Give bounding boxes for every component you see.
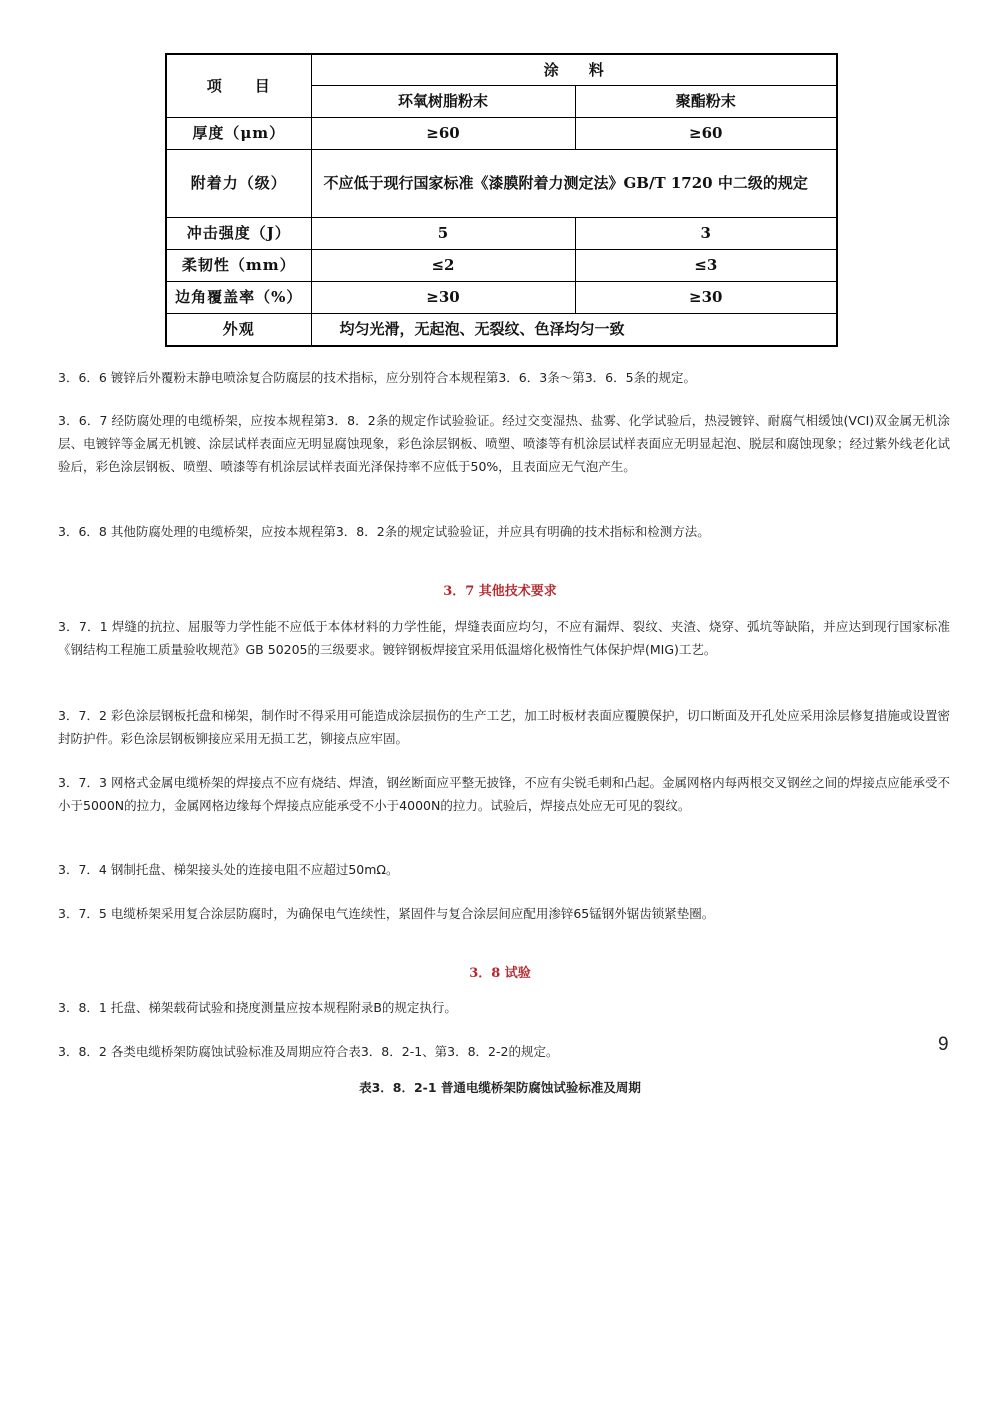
row-label: 厚度（μm） xyxy=(166,117,311,149)
row-label: 附着力（级） xyxy=(166,149,311,217)
section-heading-3-7: 3．7 其他技术要求 xyxy=(443,584,557,599)
epoxy-value: ≤2 xyxy=(311,249,575,281)
polyester-value: 3 xyxy=(575,217,837,249)
header-item-cell: 项 目 xyxy=(166,54,311,117)
clause-3-7-5: 3．7．5 电缆桥架采用复合涂层防腐时，为确保电气连续性，紧固件与复合涂层间应配用渗锌65锰钢外锯齿锁紧垫圈。 xyxy=(58,906,715,921)
row-label: 柔韧性（mm） xyxy=(166,249,311,281)
row-label: 外观 xyxy=(166,313,311,346)
epoxy-value: 5 xyxy=(311,217,575,249)
coating-spec-table xyxy=(165,53,838,347)
section-heading-3-8: 3．8 试验 xyxy=(469,966,531,981)
epoxy-value: ≥60 xyxy=(311,117,575,149)
merged-value: 均匀光滑，无起泡、无裂纹、色泽均匀一致 xyxy=(311,313,837,346)
epoxy-value: ≥30 xyxy=(311,281,575,313)
clause-3-6-6: 3．6．6 镀锌后外覆粉末静电喷涂复合防腐层的技术指标，应分别符合本规程第3．6．3条～第3．6．5条的规定。 xyxy=(58,370,697,385)
clause-3-6-8: 3．6．8 其他防腐处理的电缆桥架，应按本规程第3．8．2条的规定试验验证，并应具有明确的技术指标和检测方法。 xyxy=(58,524,710,539)
polyester-value: ≤3 xyxy=(575,249,837,281)
clause-3-8-1: 3．8．1 托盘、梯架载荷试验和挠度测量应按本规程附录B的规定执行。 xyxy=(58,1000,457,1015)
row-label: 冲击强度（J） xyxy=(166,217,311,249)
header-coating-cell: 涂 料 xyxy=(311,54,837,85)
polyester-value: ≥30 xyxy=(575,281,837,313)
clause-3-7-4: 3．7．4 钢制托盘、梯架接头处的连接电阻不应超过50mΩ。 xyxy=(58,862,399,877)
polyester-value: ≥60 xyxy=(575,117,837,149)
clause-3-6-7: 3．6．7 经防腐处理的电缆桥架，应按本规程第3．8．2条的规定作试验验证。经过交变湿热、盐雾、化学试验后，热浸镀锌、耐腐气相缓蚀(VCI)双金属无机涂层、电镀锌等金属无机镀、涂层试样表面应无明显腐蚀现象，彩色涂层钢板、喷塑、喷漆等有机涂层试样表面应无明显起泡、脱层和腐蚀现象；经过紫外线老化试验后，彩色涂层钢板、喷塑、喷漆等有机涂层试样表面光泽保持率不应低于50%，且表面应无气泡产生。 xyxy=(58,413,950,474)
header-polyester-cell: 聚酯粉末 xyxy=(575,85,837,117)
clause-3-7-3: 3．7．3 网格式金属电缆桥架的焊接点不应有烧结、焊渣，钢丝断面应平整无披锋，不应有尖锐毛刺和凸起。金属网格内每两根交叉钢丝之间的焊接点应能承受不小于5000N的拉力，金属网格边缘每个焊接点应能承受不小于4000N的拉力。试验后，焊接点处应无可见的裂纹。 xyxy=(58,775,950,813)
clause-3-8-2: 3．8．2 各类电缆桥架防腐蚀试验标准及周期应符合表3．8．2-1、第3．8．2-2的规定。 xyxy=(58,1044,559,1059)
table-caption: 表3．8．2-1 普通电缆桥架防腐蚀试验标准及周期 xyxy=(359,1080,641,1095)
clause-3-7-1: 3．7．1 焊缝的抗拉、屈服等力学性能不应低于本体材料的力学性能，焊缝表面应均匀，不应有漏焊、裂纹、夹渣、烧穿、弧坑等缺陷，并应达到现行国家标准《钢结构工程施工质量验收规范》GB 50205的三级要求。镀锌钢板焊接宜采用低温熔化极惰性气体保护焊(MIG)工艺。 xyxy=(58,619,950,657)
merged-value: 不应低于现行国家标准《漆膜附着力测定法》GB/T 1720 中二级的规定 xyxy=(311,149,837,217)
clause-3-7-2: 3．7．2 彩色涂层钢板托盘和梯架，制作时不得采用可能造成涂层损伤的生产工艺，加工时板材表面应覆膜保护，切口断面及开孔处应采用涂层修复措施或设置密封防护件。彩色涂层钢板铆接应采用无损工艺，铆接点应牢固。 xyxy=(58,708,950,746)
page-number: 9 xyxy=(938,1034,949,1055)
header-epoxy-cell: 环氧树脂粉末 xyxy=(311,85,575,117)
row-label: 边角覆盖率（%） xyxy=(166,281,311,313)
